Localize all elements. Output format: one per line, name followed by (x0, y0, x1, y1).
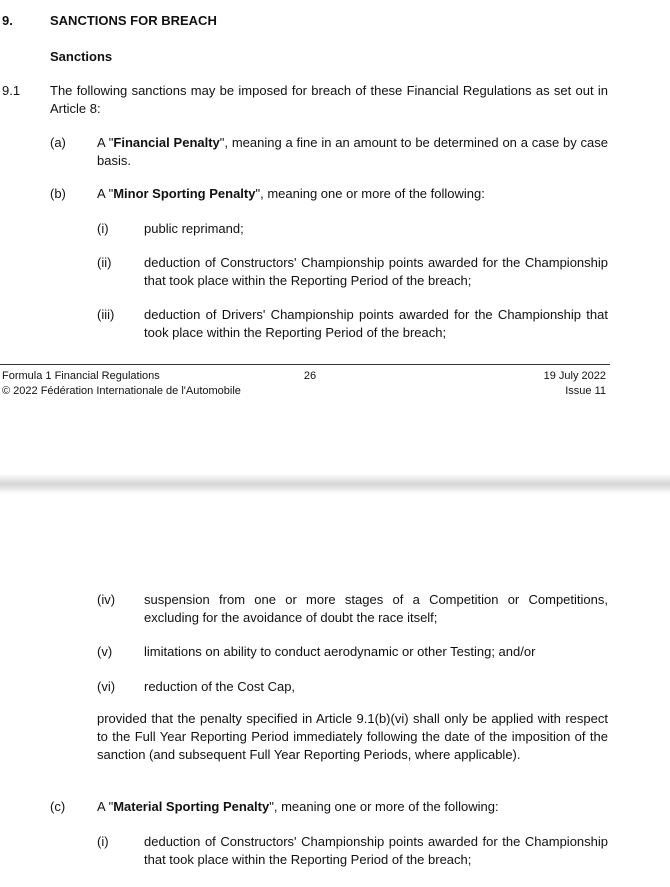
sub-item-label: (ii) (97, 255, 112, 270)
footer-doc-title: Formula 1 Financial Regulations (2, 370, 160, 382)
item-a-rest: ", meaning a fine in an amount to be determined on a case by case basis. (97, 135, 609, 168)
sub-item-text: deduction of Drivers' Championship points awarded for the Championship that took place within the Reporting Period of the breach; (144, 307, 608, 340)
item-a-text (97, 134, 608, 170)
footer-page-number: 26 (303, 370, 317, 382)
item-a-label: (a) (50, 135, 66, 150)
sub-item-text: public reprimand; (144, 221, 244, 236)
item-b-text (97, 185, 608, 203)
proviso-text: provided that the penalty specified in Article 9.1(b)(vi) shall only be applied with respect to the Full Year Reporting Period immediately following the date of the imposition of the sanction (and subsequent Full Year Reporting Periods, where applicable). (97, 711, 608, 762)
item-c-text (97, 798, 608, 816)
footer-date: 19 July 2022 (543, 370, 606, 382)
sub-item-text: reduction of the Cost Cap, (144, 679, 296, 694)
sub-item-label: (vi) (97, 679, 116, 694)
section-number: 9. (2, 13, 13, 28)
sub-item-text: deduction of Constructors' Championship points awarded for the Championship that took place within the Reporting Period of the breach; (144, 834, 608, 867)
sub-item-label: (iv) (97, 592, 116, 607)
sub-item-label: (iii) (97, 307, 115, 322)
item-b-term: Minor Sporting Penalty (113, 186, 256, 201)
page-break (0, 474, 670, 494)
sub-item-text: suspension from one or more stages of a Competition or Competitions, excluding for the avoidance of doubt the race itself; (144, 592, 608, 625)
item-b-rest: ", meaning one or more of the following: (255, 186, 485, 201)
item-c-label: (c) (50, 799, 66, 814)
footer-divider (0, 364, 610, 365)
sub-item-label: (v) (97, 644, 113, 659)
item-c-rest: ", meaning one or more of the following: (269, 799, 499, 814)
sub-item-label: (i) (97, 834, 109, 849)
clause-text: The following sanctions may be imposed for breach of these Financial Regulations as set out in Article 8: (50, 83, 608, 116)
sub-item-label: (i) (97, 221, 109, 236)
item-c-lead: A " (97, 799, 114, 814)
item-b-lead: A " (97, 186, 114, 201)
clause-number: 9.1 (2, 83, 21, 98)
sub-item-text: deduction of Constructors' Championship points awarded for the Championship that took place within the Reporting Period of the breach; (144, 255, 608, 288)
footer-issue: Issue 11 (565, 385, 606, 397)
footer-copyright: © 2022 Fédération Internationale de l'Automobile (2, 385, 241, 397)
subheading: Sanctions (50, 49, 113, 64)
section-title: SANCTIONS FOR BREACH (50, 13, 217, 28)
item-a-term: Financial Penalty (113, 135, 220, 150)
item-c-term: Material Sporting Penalty (113, 799, 270, 814)
item-b-label: (b) (50, 186, 66, 201)
item-a-lead: A " (97, 135, 114, 150)
sub-item-text: limitations on ability to conduct aerodynamic or other Testing; and/or (144, 644, 536, 659)
